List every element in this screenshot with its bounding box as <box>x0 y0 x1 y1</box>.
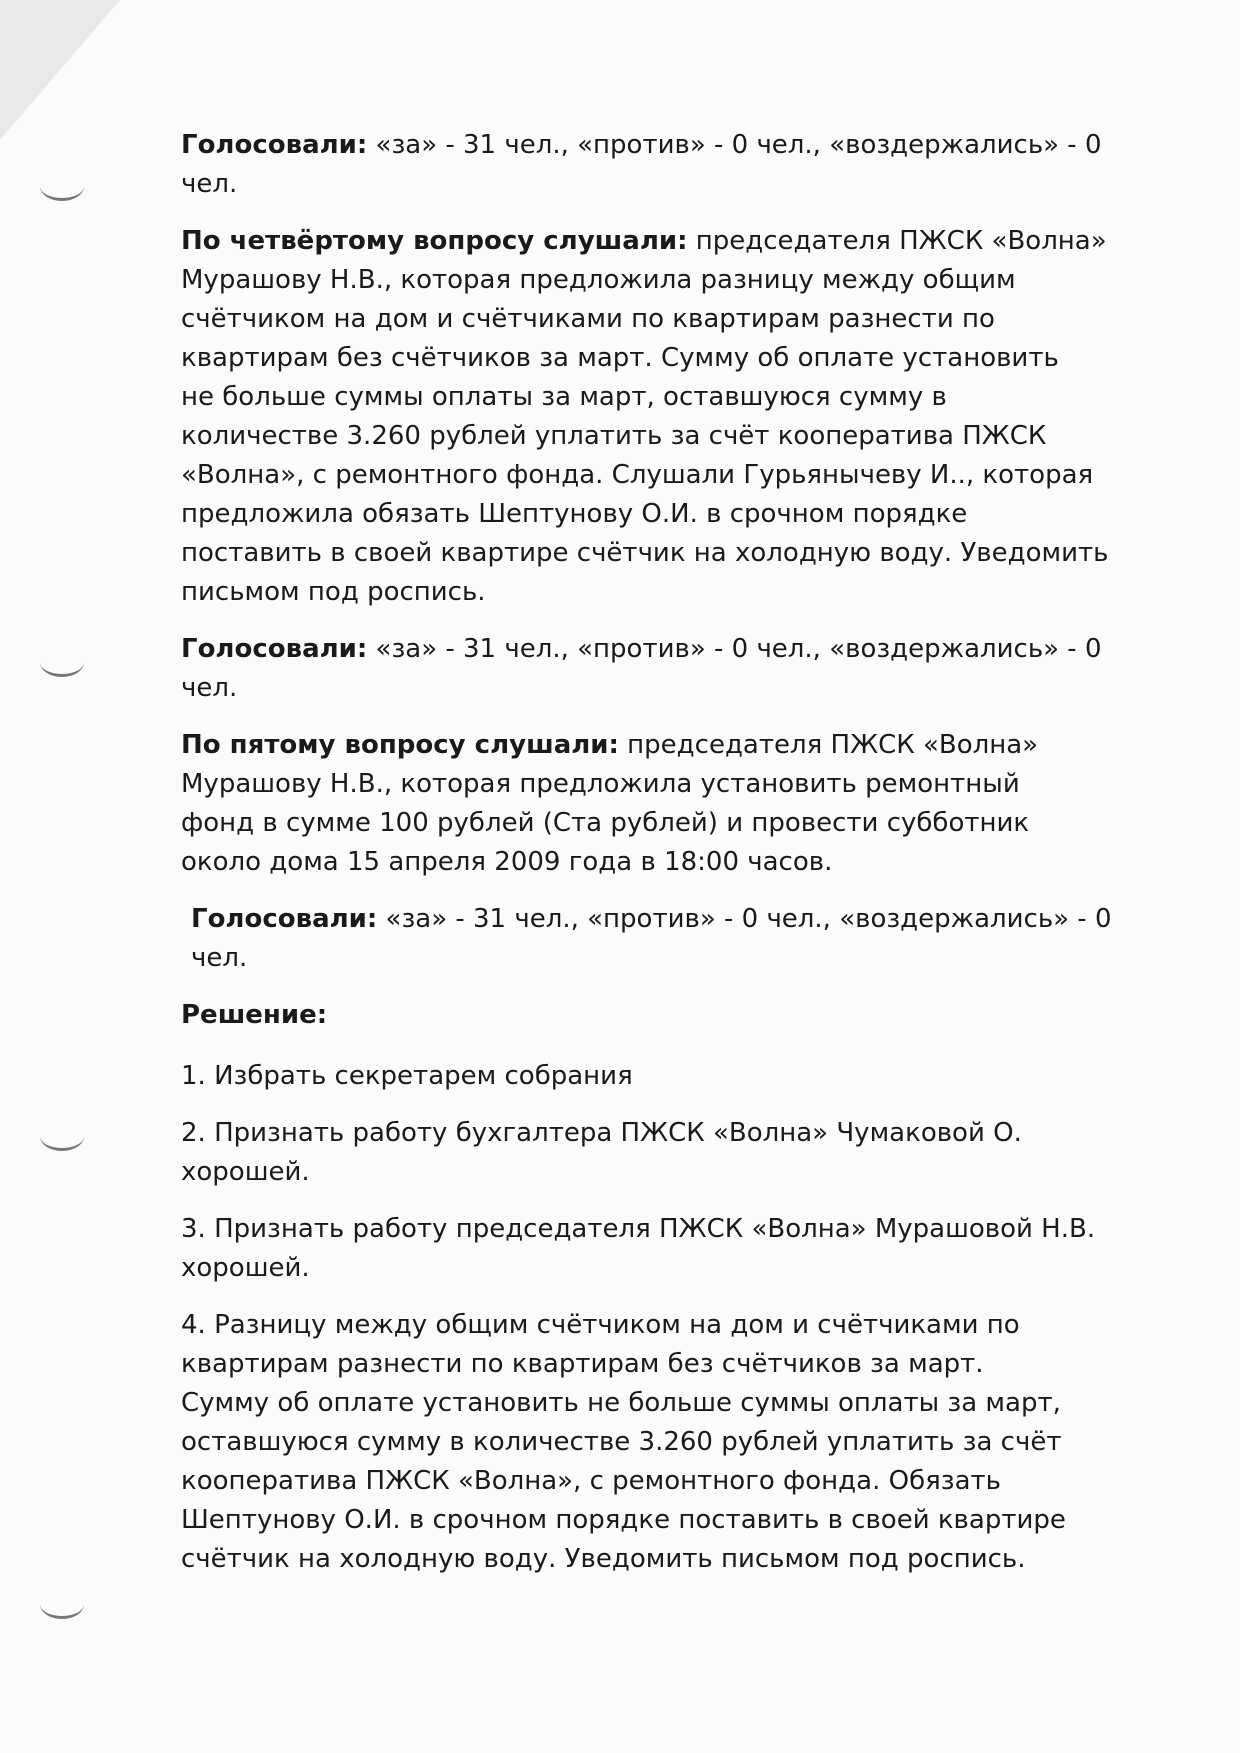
text-line: фонд в сумме 100 рублей (Ста рублей) и провести субботник <box>181 808 1030 838</box>
decision-heading: Решение: <box>181 1000 328 1030</box>
vote-text: «за» - 31 чел., «против» - 0 чел., «воздержались» - 0 чел. <box>181 130 1102 199</box>
text-line: счётчик на холодную воду. Уведомить письмом под роспись. <box>181 1544 1026 1574</box>
text-line: счётчиком на дом и счётчиками по квартирам разнести по <box>181 304 995 334</box>
question-5 <box>181 726 1161 882</box>
vote-result-1 <box>181 126 1161 204</box>
vote-label: Голосовали: <box>181 130 368 160</box>
text-line: «Волна», с ремонтного фонда. Слушали Гурьянычеву И.., которая <box>181 460 1094 490</box>
document-body <box>181 126 1161 1597</box>
decision-item-4 <box>181 1306 1161 1579</box>
question-4 <box>181 222 1161 612</box>
decision-item-1 <box>181 1057 1161 1096</box>
vote-text: «за» - 31 чел., «против» - 0 чел., «воздержались» - 0 чел. <box>181 634 1102 703</box>
text-line: кооператива ПЖСК «Волна», с ремонтного фонда. Обязать <box>181 1466 1001 1496</box>
vote-result-3 <box>181 900 1161 978</box>
punch-hole-mark <box>40 1590 84 1619</box>
text-line: количестве 3.260 рублей уплатить за счёт кооператива ПЖСК <box>181 421 1047 451</box>
text-line: хорошей. <box>181 1157 310 1187</box>
text-line: 2. Признать работу бухгалтера ПЖСК «Волна» Чумаковой О. <box>181 1118 1022 1148</box>
vote-result-2 <box>181 630 1161 708</box>
punch-hole-mark <box>40 648 84 677</box>
text-line: квартирам разнести по квартирам без счётчиков за март. <box>181 1349 984 1379</box>
decision-item-2 <box>181 1114 1161 1192</box>
question-5-label: По пятому вопросу слушали: <box>181 730 619 760</box>
text-line: хорошей. <box>181 1253 310 1283</box>
text-line: председателя ПЖСК «Волна» <box>618 730 1039 760</box>
folded-corner <box>0 0 120 140</box>
text-line: 4. Разницу между общим счётчиком на дом и счётчиками по <box>181 1310 1020 1340</box>
text-line: квартирам без счётчиков за март. Сумму об оплате установить <box>181 343 1059 373</box>
text-line: около дома 15 апреля 2009 года в 18:00 часов. <box>181 847 833 877</box>
text-line: не больше суммы оплаты за март, оставшуюся сумму в <box>181 382 947 412</box>
text-line: предложила обязать Шептунову О.И. в срочном порядке <box>181 499 968 529</box>
text-line: Мурашову Н.В., которая предложила установить ремонтный <box>181 769 1020 799</box>
text-line: письмом под роспись. <box>181 577 486 607</box>
text-line: оставшуюся сумму в количестве 3.260 рублей уплатить за счёт <box>181 1427 1062 1457</box>
vote-label: Голосовали: <box>181 634 368 664</box>
text-line: Сумму об оплате установить не больше суммы оплаты за март, <box>181 1388 1061 1418</box>
punch-hole-mark <box>40 1122 84 1151</box>
text-line: поставить в своей квартире счётчик на холодную воду. Уведомить <box>181 538 1109 568</box>
vote-text: чел. <box>191 943 248 973</box>
decision-item-3 <box>181 1210 1161 1288</box>
text-line: Мурашову Н.В., которая предложила разницу между общим <box>181 265 1016 295</box>
text-line: 1. Избрать секретарем собрания <box>181 1061 633 1091</box>
text-line: председателя ПЖСК «Волна» <box>687 226 1107 256</box>
vote-text: «за» - 31 чел., «против» - 0 чел., «воздержались» - 0 <box>377 904 1112 934</box>
text-line: Шептунову О.И. в срочном порядке поставить в своей квартире <box>181 1505 1066 1535</box>
vote-label: Голосовали: <box>191 904 378 934</box>
question-4-label: По четвёртому вопросу слушали: <box>181 226 688 256</box>
text-line: 3. Признать работу председателя ПЖСК «Волна» Мурашовой Н.В. <box>181 1214 1096 1244</box>
punch-hole-mark <box>40 172 84 201</box>
